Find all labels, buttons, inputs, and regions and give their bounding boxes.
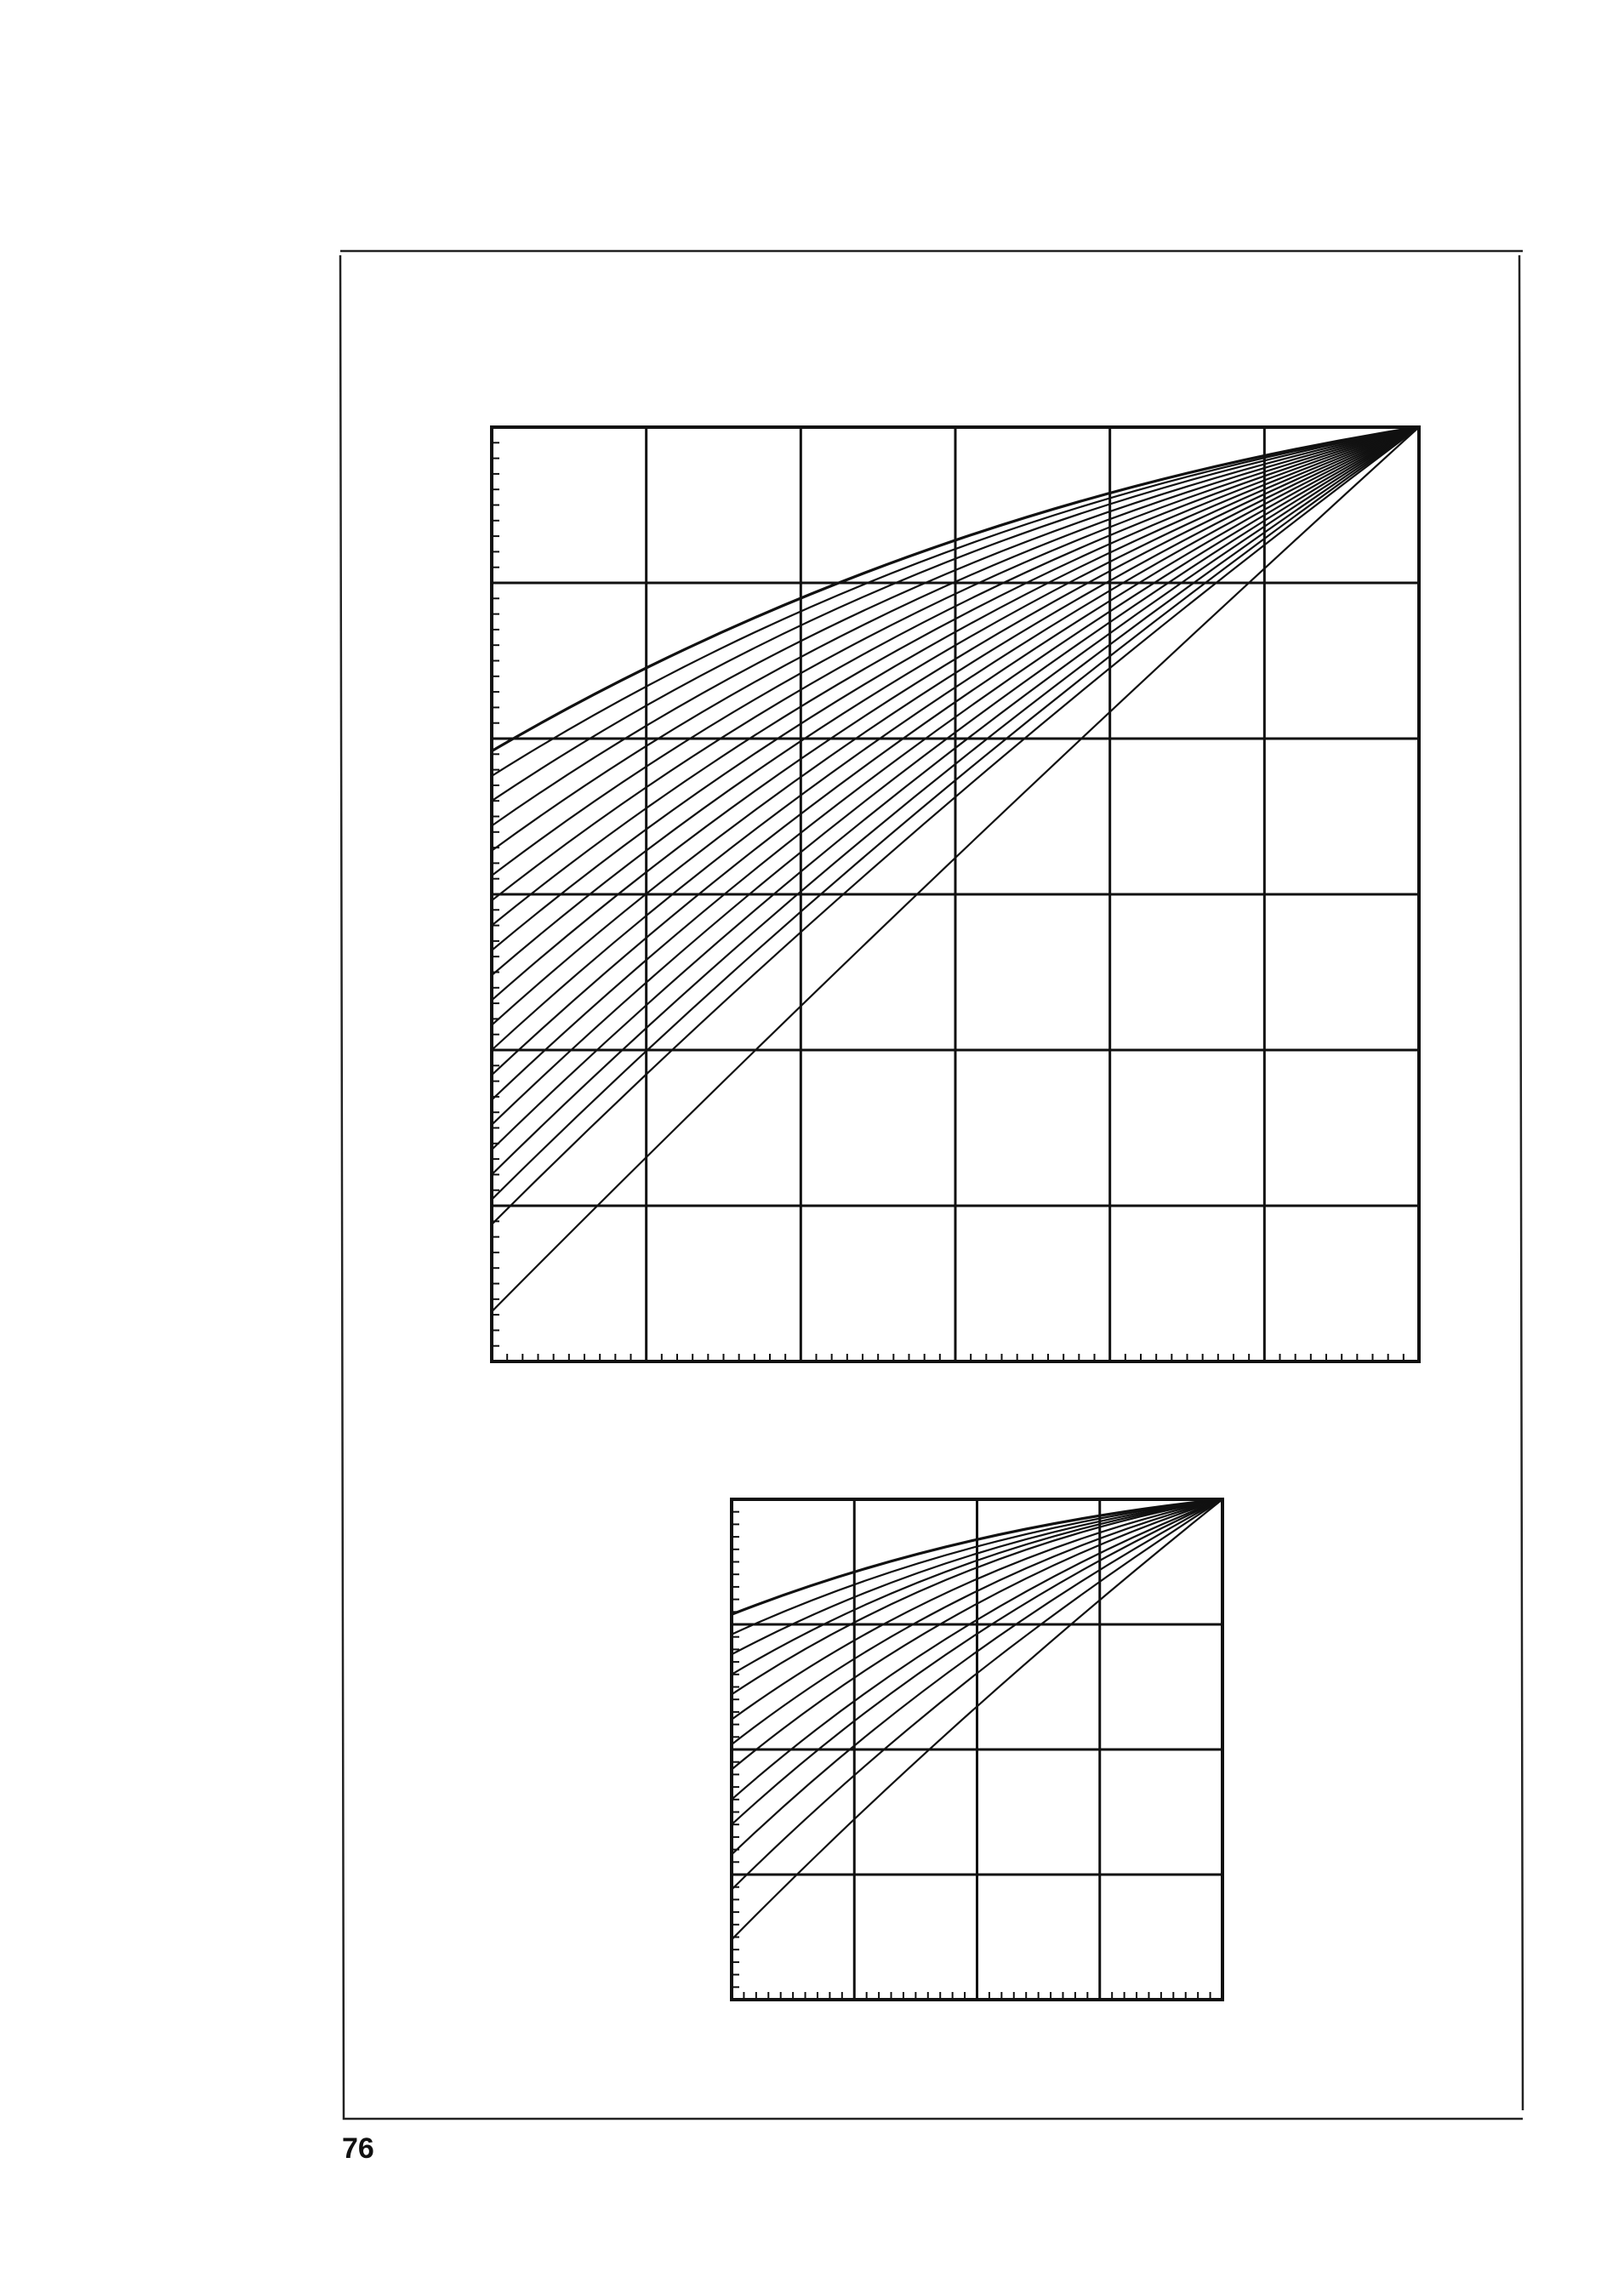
page-border [340, 251, 1523, 2119]
page-number: 76 [342, 2132, 374, 2165]
chart-200 [492, 427, 1419, 1361]
chart-150 [732, 1499, 1222, 2000]
